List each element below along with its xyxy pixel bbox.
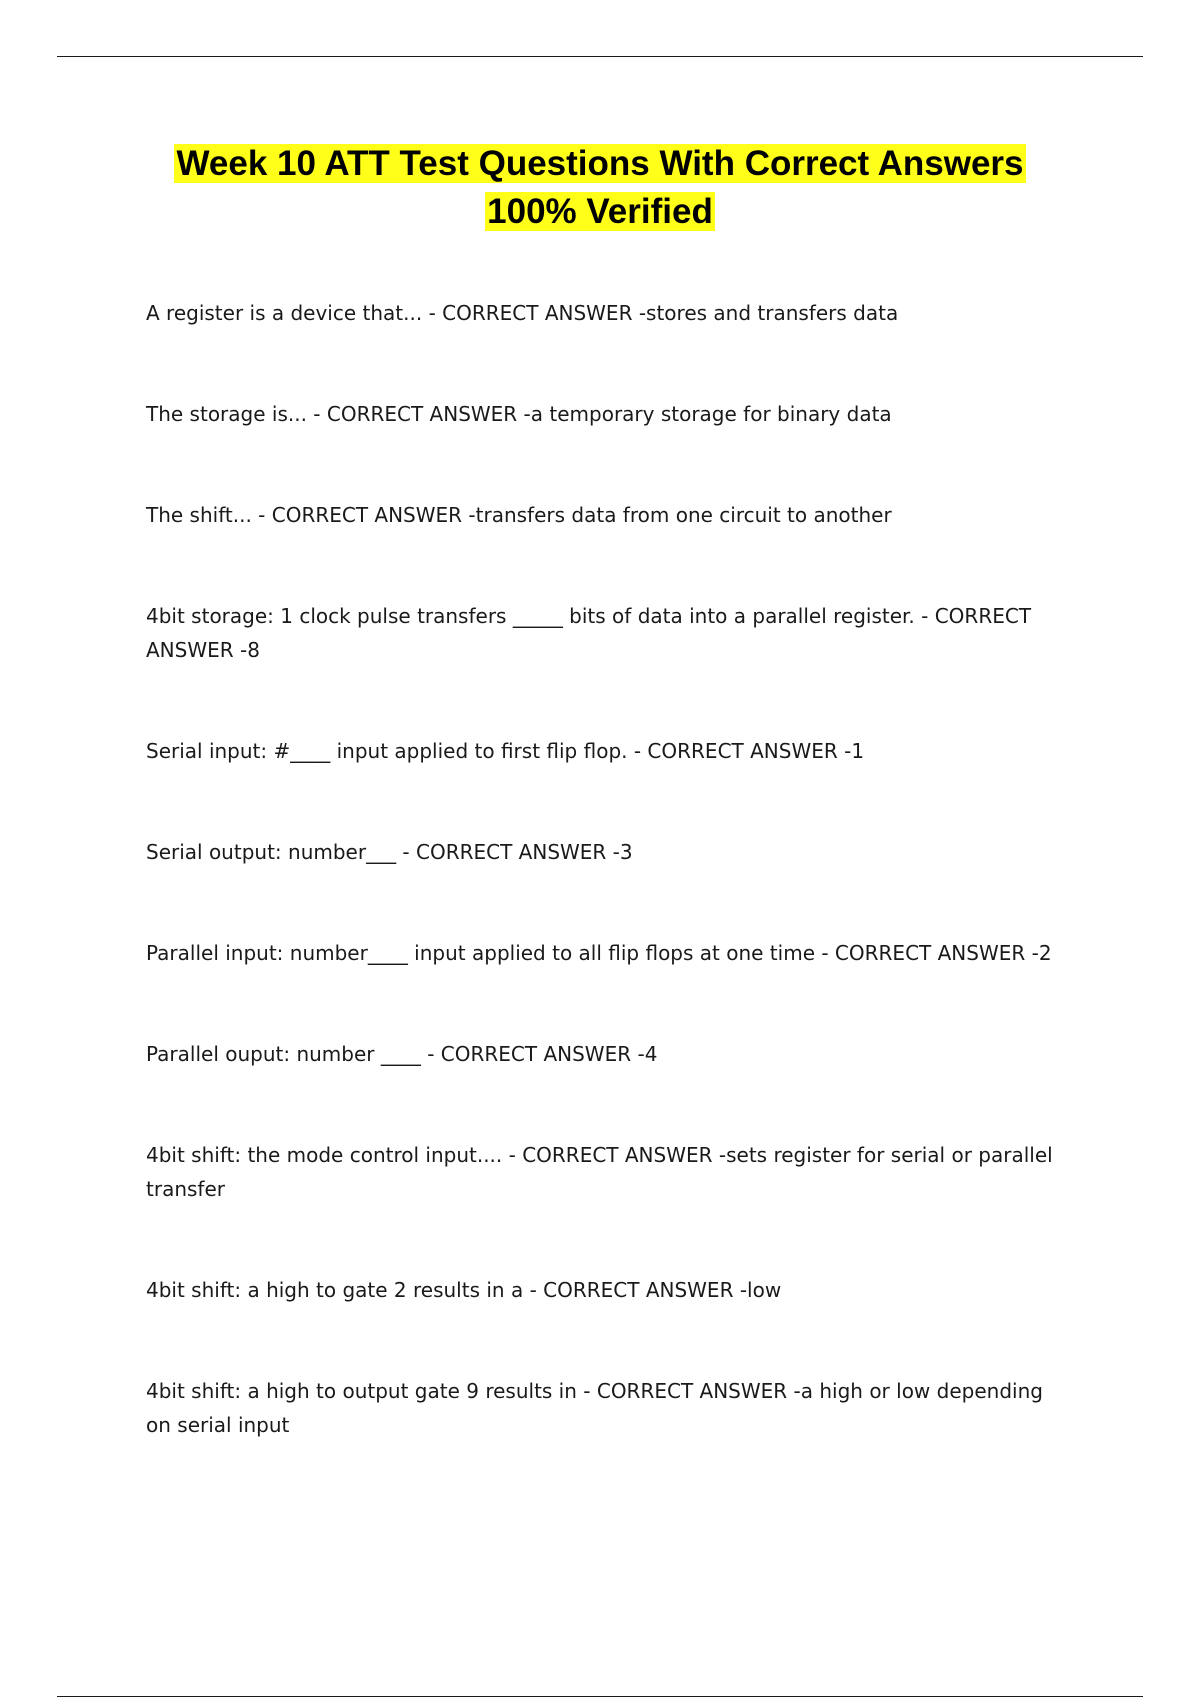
- footer-rule: [57, 1696, 1143, 1697]
- qa-item: The storage is... - CORRECT ANSWER -a temporary storage for binary data: [146, 402, 892, 426]
- document-title: [100, 140, 1100, 236]
- qa-item: Parallel input: number____ input applied to all flip flops at one time - CORRECT ANSWER -2: [146, 941, 1052, 965]
- qa-item: Serial output: number___ - CORRECT ANSWER -3: [146, 840, 633, 864]
- qa-item: Serial input: #____ input applied to first flip flop. - CORRECT ANSWER -1: [146, 739, 865, 763]
- qa-item: 4bit shift: the mode control input.... - CORRECT ANSWER -sets register for serial or parallel transfer: [146, 1143, 1053, 1201]
- qa-item: 4bit shift: a high to gate 2 results in a - CORRECT ANSWER -low: [146, 1278, 782, 1302]
- title-line-1: Week 10 ATT Test Questions With Correct Answers: [176, 144, 1024, 183]
- qa-item: 4bit shift: a high to output gate 9 results in - CORRECT ANSWER -a high or low depending on serial input: [146, 1379, 1043, 1437]
- header-rule: [57, 56, 1143, 57]
- qa-item: A register is a device that... - CORRECT ANSWER -stores and transfers data: [146, 301, 899, 325]
- title-line-2: 100% Verified: [487, 192, 713, 231]
- qa-item: Parallel ouput: number ____ - CORRECT ANSWER -4: [146, 1042, 658, 1066]
- qa-list: [146, 296, 1066, 1509]
- qa-item: The shift... - CORRECT ANSWER -transfers data from one circuit to another: [146, 503, 892, 527]
- qa-item: 4bit storage: 1 clock pulse transfers _____ bits of data into a parallel register. - CORRECT ANSWER -8: [146, 604, 1032, 662]
